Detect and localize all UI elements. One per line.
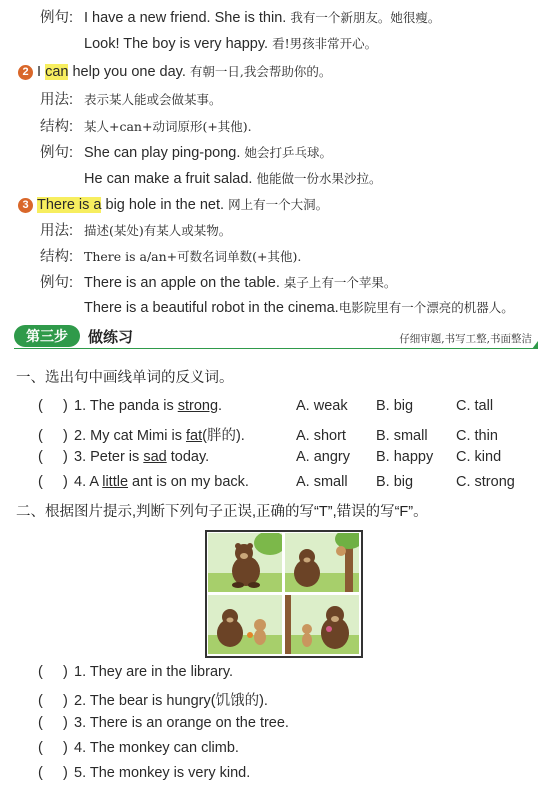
usage-line: [40, 221, 231, 241]
question-row: [38, 449, 536, 465]
panel-monkey-offer: [208, 595, 282, 654]
option-b: B. big: [376, 474, 414, 490]
point-number-badge: 2: [18, 65, 33, 80]
example-en: There is a beautiful robot in the cinema.: [84, 300, 339, 316]
usage-text: 表示某人能或会做某事。: [84, 92, 222, 107]
judge-text: 1. They are in the library.: [74, 664, 234, 680]
option-a: A. short: [296, 428, 346, 444]
example-line: [40, 273, 396, 293]
judge-row: [38, 689, 268, 710]
answer-blank[interactable]: ( ): [38, 740, 68, 756]
answer-blank[interactable]: ( ): [38, 715, 68, 731]
example-label: 例句:: [40, 275, 74, 291]
example-line: [84, 169, 382, 189]
highlighted-phrase: can: [45, 64, 69, 80]
point-2-heading: [18, 62, 331, 82]
point-cn: 有朝一日,我会帮助你的。: [189, 64, 332, 79]
option-c: C. thin: [456, 428, 498, 444]
question-row: [38, 474, 536, 490]
step-tag: 第三步: [14, 325, 80, 347]
point-post: big hole in the net.: [101, 197, 225, 213]
comic-illustration: [205, 530, 363, 658]
structure-label: 结构:: [40, 119, 74, 135]
option-b: B. small: [376, 428, 428, 444]
step-header: [14, 325, 534, 349]
judge-row: [38, 765, 250, 781]
option-a: A. angry: [296, 449, 350, 465]
example-cn: 我有一个新朋友。她很瘦。: [290, 10, 441, 25]
judge-text: 3. There is an orange on the tree.: [74, 715, 289, 731]
example-cn: 桌子上有一个苹果。: [283, 275, 397, 290]
highlighted-phrase: There is a: [37, 197, 102, 213]
usage-text: 描述(某处)有某人或某物。: [84, 223, 232, 238]
panel-monkey-in-tree: [285, 533, 359, 592]
judge-row: [38, 715, 289, 731]
question-text: 4. A little ant is on my back.: [74, 474, 249, 490]
example-en: There is an apple on the table.: [84, 275, 280, 291]
option-b: B. happy: [376, 449, 434, 465]
example-en: Look! The boy is very happy.: [84, 36, 269, 52]
answer-blank[interactable]: ( ): [38, 765, 68, 781]
structure-line: [40, 247, 301, 267]
panel-bear-sitting: [208, 533, 282, 592]
step-note: 仔细审题,书写工整,书面整洁: [399, 333, 532, 345]
usage-label: 用法:: [40, 92, 74, 108]
answer-blank[interactable]: ( ): [38, 449, 68, 465]
example-line: [40, 143, 332, 163]
usage-label: 用法:: [40, 223, 74, 239]
question-text: 1. The panda is strong.: [74, 398, 223, 414]
option-c: C. kind: [456, 449, 502, 465]
option-c: C. tall: [456, 398, 494, 414]
option-a: A. small: [296, 474, 348, 490]
section-2-title: 二、根据图片提示,判断下列句子正误,正确的写“T”,错误的写“F”。: [16, 504, 428, 520]
section-1-title: 一、选出句中画线单词的反义词。: [16, 370, 234, 386]
step-title: 做练习: [88, 329, 134, 346]
usage-line: [40, 90, 222, 110]
example-en: I have a new friend. She is thin.: [84, 10, 287, 26]
point-3-heading: [18, 195, 328, 215]
example-cn: 看!男孩非常开心。: [272, 36, 378, 51]
example-line: [84, 298, 514, 318]
answer-blank[interactable]: ( ): [38, 693, 68, 709]
option-b: B. big: [376, 398, 414, 414]
option-c: C. strong: [456, 474, 515, 490]
question-row: [38, 424, 536, 445]
point-cn: 网上有一个大洞。: [228, 197, 329, 212]
example-cn: 电影院里有一个漂亮的机器人。: [338, 300, 514, 315]
judge-text: 5. The monkey is very kind.: [74, 765, 251, 781]
judge-row: [38, 664, 233, 680]
example-cn: 她会打乒乓球。: [244, 145, 332, 160]
judge-row: [38, 740, 239, 756]
structure-label: 结构:: [40, 249, 74, 265]
point-pre: I: [37, 64, 46, 80]
point-post: help you one day.: [68, 64, 186, 80]
example-label: 例句:: [40, 10, 74, 26]
question-row: [38, 398, 536, 414]
panel-bear-eating: [285, 595, 359, 654]
structure-text: There is a/an+可数名词单数(+其他).: [84, 249, 302, 264]
answer-blank[interactable]: ( ): [38, 398, 68, 414]
example-label: 例句:: [40, 145, 74, 161]
question-text: 3. Peter is sad today.: [74, 449, 210, 465]
divider: [14, 348, 534, 349]
corner-triangle-icon: [532, 341, 538, 349]
judge-text: 4. The monkey can climb.: [74, 740, 239, 756]
answer-blank[interactable]: ( ): [38, 428, 68, 444]
judge-text: 2. The bear is hungry(饥饿的).: [74, 693, 268, 709]
example-en: She can play ping-pong.: [84, 145, 241, 161]
example-line-2: [84, 34, 377, 54]
structure-line: [40, 117, 252, 137]
option-a: A. weak: [296, 398, 348, 414]
answer-blank[interactable]: ( ): [38, 474, 68, 490]
point-number-badge: 3: [18, 198, 33, 213]
example-en: He can make a fruit salad.: [84, 171, 253, 187]
example-line-1: [40, 8, 440, 28]
question-text: 2. My cat Mimi is fat(胖的).: [74, 428, 245, 444]
example-cn: 他能做一份水果沙拉。: [256, 171, 382, 186]
structure-text: 某人+can+动词原形(+其他).: [84, 119, 252, 134]
answer-blank[interactable]: ( ): [38, 664, 68, 680]
